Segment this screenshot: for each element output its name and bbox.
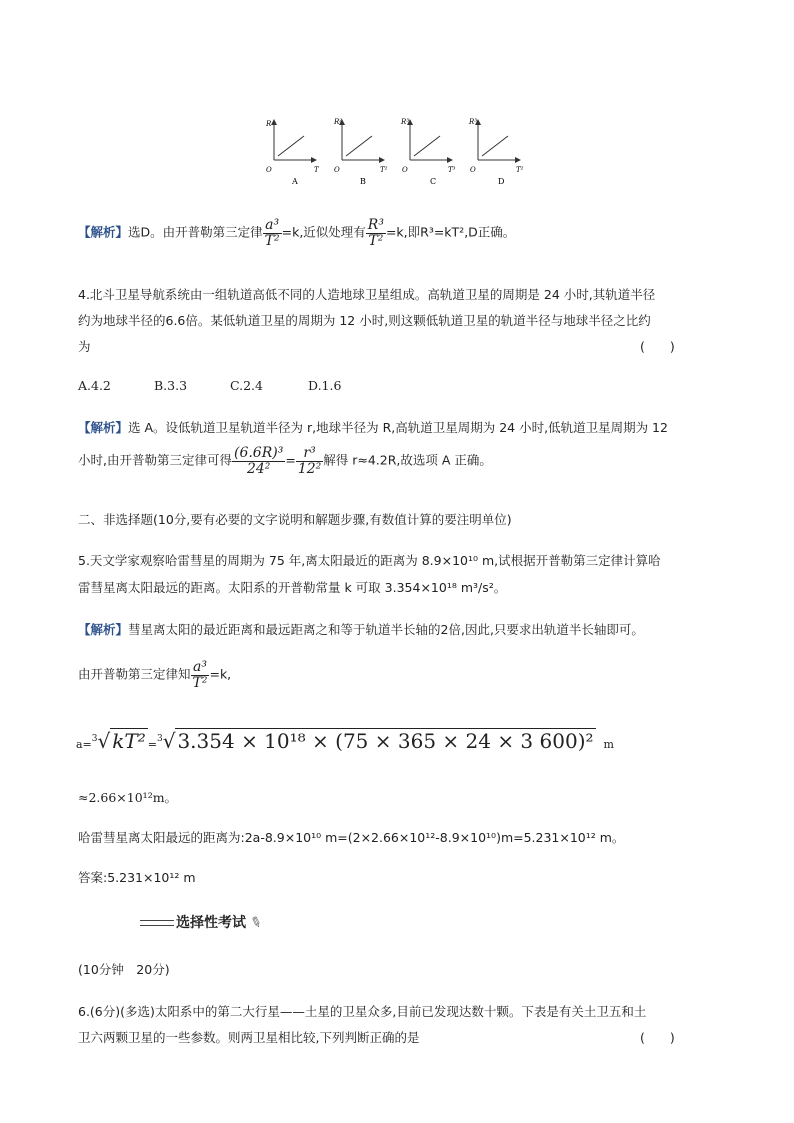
- q4-solution-text: 选 A。设低轨道卫星轨道半径为 r,地球半径为 R,高轨道卫星周期为 24 小时,低轨道卫星周期为 12: [128, 420, 668, 435]
- kepler-tail: =k,: [209, 666, 232, 682]
- graph-b-origin: O: [334, 166, 340, 174]
- heading-rule: [140, 920, 174, 926]
- solution-tag: 【解析】: [78, 420, 129, 435]
- section3-heading-text: 选择性考试: [176, 915, 246, 931]
- answer-line: 答案:5.231×10¹² m: [78, 870, 196, 885]
- solution-tag: 【解析】: [78, 224, 129, 240]
- q4-option-a: A.4.2: [78, 378, 111, 393]
- far-distance-line: 哈雷彗星离太阳最远的距离为:2a-8.9×10¹⁰ m=(2×2.66×10¹²-8.9×10¹⁰)m=5.231×10¹² m。: [78, 830, 625, 845]
- formula-prefix: a=: [76, 738, 92, 751]
- graph-a: [265, 120, 320, 186]
- q4-solution-text2: 小时,由开普勒第三定律可得: [78, 452, 232, 468]
- q4-option-b: B.3.3: [154, 378, 188, 393]
- graph-d: [468, 118, 524, 186]
- q4-line1: 4.北斗卫星导航系统由一组轨道高低不同的人造地球卫星组成。高轨道卫星的周期是 24 小时,其轨道半径: [78, 287, 656, 302]
- graph-d-xlabel: T²: [516, 166, 524, 174]
- graph-c-xlabel: T³: [448, 166, 456, 174]
- q4-solution-line1: [78, 418, 668, 436]
- fraction-denominator: T²: [264, 232, 280, 249]
- root-radicand-2: 3.354 × 10¹⁸ × (75 × 365 × 24 × 3 600)²: [177, 729, 594, 753]
- q4-options: [78, 378, 341, 393]
- q4-line3: 为: [78, 339, 91, 354]
- q4-line2: 约为地球半径的6.6倍。某低轨道卫星的周期为 12 小时,则这颗低轨道卫星的轨道半径与地球半径之比约: [78, 313, 651, 328]
- fraction-numerator: (6.6R)³: [233, 445, 284, 461]
- pencil-icon: ✎: [247, 913, 265, 933]
- section3-heading: [140, 912, 265, 933]
- q6-answer-paren: ( ): [640, 1030, 675, 1045]
- q3-solution: [78, 218, 515, 248]
- graph-d-origin: O: [470, 166, 476, 174]
- root-index: 3: [156, 734, 163, 744]
- q5-line2: 雷彗星离太阳最远的距离。太阳系的开普勒常量 k 可取 3.354×10¹⁸ m³/s²。: [78, 580, 507, 595]
- graph-b-xlabel: T²: [380, 166, 388, 174]
- fraction-numerator: R³: [367, 217, 384, 233]
- fraction-denominator: 12²: [297, 460, 322, 477]
- graph-d-label: D: [498, 177, 505, 186]
- q3-solution-text3: =k,即R³=kT²,D正确。: [385, 224, 516, 240]
- radical-sign: √: [162, 729, 176, 753]
- solution-tag: 【解析】: [78, 622, 129, 637]
- fraction-a3-t2: [191, 660, 210, 690]
- q6-line1: 6.(6分)(多选)太阳系中的第二大行星——土星的卫星众多,目前已发现达数十颗。下表是有关土卫五和土: [78, 1004, 647, 1019]
- radical-sign: √: [97, 729, 111, 753]
- q4-answer-paren: ( ): [640, 339, 675, 354]
- graph-d-ylabel: R³: [469, 118, 478, 126]
- fraction-denominator: 24²: [246, 460, 271, 477]
- q4-option-c: C.2.4: [230, 378, 263, 393]
- section3-time: (10分钟 20分): [78, 962, 170, 977]
- approx-value: ≈2.66×10¹²m。: [78, 790, 178, 805]
- root-index: 3: [91, 734, 98, 744]
- q5-kepler-line: [78, 660, 231, 690]
- section2-heading: 二、非选择题(10分,要有必要的文字说明和解题步骤,有数值计算的要注明单位): [78, 512, 512, 527]
- root-formula: [76, 726, 614, 760]
- q4-solution-text3: 解得 r≈4.2R,故选项 A 正确。: [323, 452, 492, 468]
- graph-a-label: A: [292, 177, 298, 186]
- graph-c-ylabel: R³: [401, 118, 410, 126]
- graph-c-origin: O: [402, 166, 408, 174]
- q4-option-d: D.1.6: [308, 378, 342, 393]
- fraction-r3-122: [296, 446, 323, 476]
- graph-b-ylabel: R²: [334, 118, 343, 126]
- formula-equals: =: [147, 738, 157, 751]
- graph-c-label: C: [430, 177, 437, 186]
- equals-sign: =: [285, 452, 296, 468]
- kepler-text: 由开普勒第三定律知: [78, 666, 191, 682]
- q5-line1: 5.天文学家观察哈雷彗星的周期为 75 年,离太阳最近的距离为 8.9×10¹⁰ m,试根据开普勒第三定律计算哈: [78, 553, 661, 568]
- q4-solution-line2: [78, 446, 492, 476]
- q5-solution-line1: [78, 620, 644, 638]
- q6-line2: 卫六两颗卫星的一些参数。则两卫星相比较,下列判断正确的是: [78, 1030, 420, 1045]
- graph-c: [400, 118, 456, 186]
- graph-a-xlabel: T: [314, 166, 319, 174]
- fraction-denominator: T²: [192, 674, 208, 691]
- root-radicand-1: kT²: [112, 729, 146, 753]
- fraction-numerator: r³: [296, 446, 323, 462]
- fraction-r3-t2: [366, 218, 386, 248]
- graph-b: [333, 118, 388, 186]
- fraction-numerator: a³: [263, 218, 282, 234]
- graph-a-ylabel: R: [266, 120, 272, 128]
- fraction-6-6r: [232, 446, 285, 476]
- fraction-a3-t2: [263, 218, 282, 248]
- graph-options: [258, 114, 538, 190]
- formula-unit: m: [603, 738, 614, 751]
- q5-solution-text: 彗星离太阳的最近距离和最远距离之和等于轨道半长轴的2倍,因此,只要求出轨道半长轴即可。: [128, 622, 644, 637]
- fraction-numerator: a³: [191, 660, 210, 676]
- graph-a-origin: O: [266, 166, 272, 174]
- fraction-denominator: T²: [368, 232, 384, 249]
- graph-options-svg: [258, 114, 538, 190]
- q3-solution-text1: 选D。由开普勒第三定律: [128, 224, 263, 240]
- q3-solution-text2: =k,近似处理有: [281, 224, 366, 240]
- graph-b-label: B: [360, 177, 366, 186]
